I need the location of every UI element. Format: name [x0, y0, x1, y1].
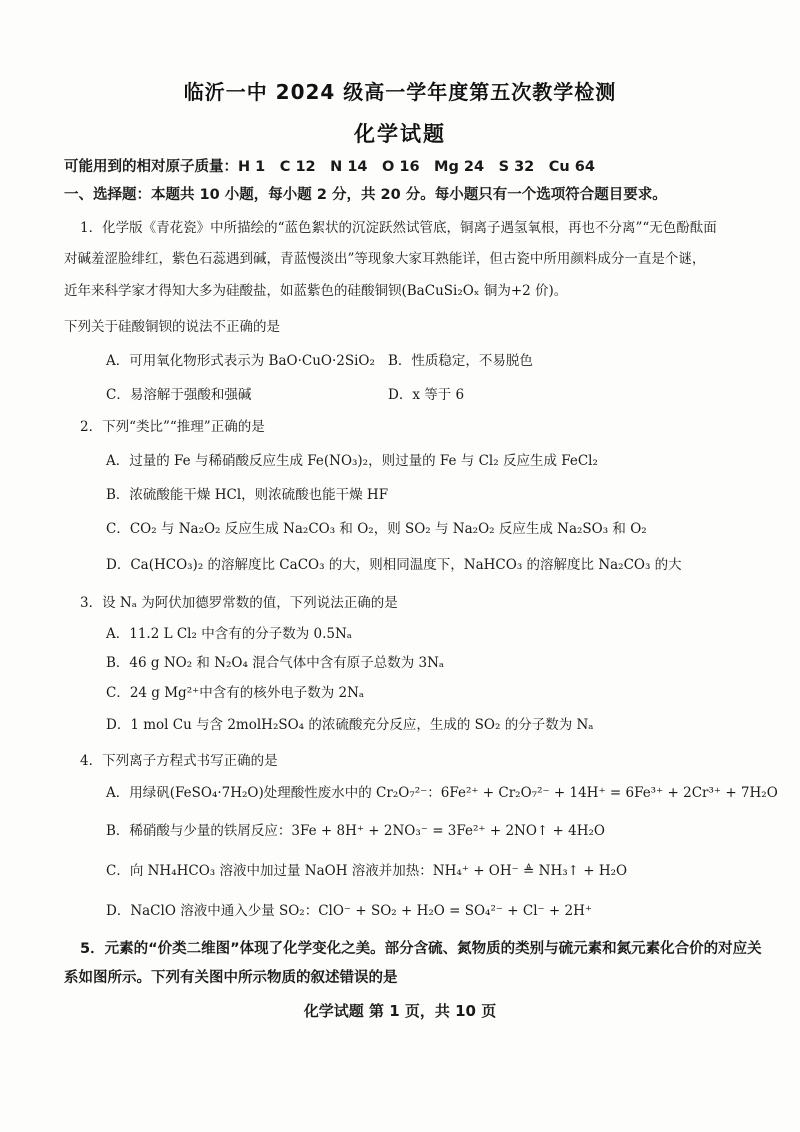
- q4-stem: 4．下列离子方程式书写正确的是: [80, 753, 278, 769]
- subject-title: 化学试题: [354, 122, 446, 146]
- q3-option-a: A．11.2 L Cl₂ 中含有的分子数为 0.5Nₐ: [106, 626, 352, 642]
- q3-option-b: B．46 g NO₂ 和 N₂O₄ 混合气体中含有原子总数为 3Nₐ: [106, 655, 445, 671]
- q5-text-line2: 系如图所示。下列有关图中所示物质的叙述错误的是: [64, 970, 398, 986]
- q4-option-c: C．向 NH₄HCO₃ 溶液中加过量 NaOH 溶液并加热：NH₄⁺ + OH⁻ ≜ NH₃↑ + H₂O: [106, 863, 628, 879]
- page-footer: 化学试题 第 1 页，共 10 页: [303, 1002, 497, 1020]
- q2-option-b: B．浓硫酸能干燥 HCl，则浓硫酸也能干燥 HF: [106, 487, 389, 503]
- q3-option-c: C．24 g Mg²⁺中含有的核外电子数为 2Nₐ: [106, 685, 365, 701]
- q1-option-c: C．易溶解于强酸和强碱: [106, 387, 252, 403]
- q4-option-b: B．稀硝酸与少量的铁屑反应：3Fe + 8H⁺ + 2NO₃⁻ = 3Fe²⁺ + 2NO↑ + 4H₂O: [106, 823, 605, 839]
- q1-option-d: D．x 等于 6: [388, 387, 465, 403]
- q1-text-line3: 近年来科学家才得知大多为硅酸盐，如蓝紫色的硅酸铜钡(BaCuSi₂Oₓ 铜为+2 价)。: [64, 283, 568, 299]
- q1-option-a: A．可用氧化物形式表示为 BaO·CuO·2SiO₂: [106, 353, 375, 369]
- exam-title: 临沂一中 2024 级高一学年度第五次教学检测: [183, 80, 617, 104]
- q1-text-line1: 1．化学版《青花瓷》中所描绘的“蓝色絮状的沉淀跃然试管底，铜离子遇氢氧根，再也不分离”“无色酚酞面: [80, 220, 717, 236]
- q2-option-d: D．Ca(HCO₃)₂ 的溶解度比 CaCO₃ 的大，则相同温度下，NaHCO₃ 的溶解度比 Na₂CO₃ 的大: [106, 557, 682, 573]
- q2-option-c: C．CO₂ 与 Na₂O₂ 反应生成 Na₂CO₃ 和 O₂，则 SO₂ 与 Na₂O₂ 反应生成 Na₂SO₃ 和 O₂: [106, 521, 647, 537]
- q3-option-d: D．1 mol Cu 与含 2molH₂SO₄ 的浓硫酸充分反应，生成的 SO₂ 的分子数为 Nₐ: [106, 717, 594, 733]
- q1-option-b: B．性质稳定，不易脱色: [388, 353, 533, 369]
- q1-stem: 下列关于硅酸铜钡的说法不正确的是: [64, 319, 280, 335]
- q2-option-a: A．过量的 Fe 与稀硝酸反应生成 Fe(NO₃)₂，则过量的 Fe 与 Cl₂ 反应生成 FeCl₂: [106, 453, 598, 469]
- q5-text-line1: 5．元素的“价类二维图”体现了化学变化之美。部分含硫、氮物质的类别与硫元素和氮元素化合价的对应关: [80, 941, 762, 957]
- section-heading: 一、选择题：本题共 10 小题，每小题 2 分，共 20 分。每小题只有一个选项符合题目要求。: [64, 187, 667, 203]
- q4-option-d: D．NaClO 溶液中通入少量 SO₂：ClO⁻ + SO₂ + H₂O = SO₄²⁻ + Cl⁻ + 2H⁺: [106, 903, 593, 919]
- q3-stem: 3．设 Nₐ 为阿伏加德罗常数的值，下列说法正确的是: [80, 595, 398, 611]
- atomic-masses: 可能用到的相对原子质量：H 1 C 12 N 14 O 16 Mg 24 S 32 Cu 64: [64, 159, 595, 175]
- q4-option-a: A．用绿矾(FeSO₄·7H₂O)处理酸性废水中的 Cr₂O₇²⁻：6Fe²⁺ + Cr₂O₇²⁻ + 14H⁺ = 6Fe³⁺ + 2Cr³⁺ + 7H₂O: [106, 785, 778, 801]
- q2-stem: 2．下列“类比”“推理”正确的是: [80, 419, 265, 435]
- q1-text-line2: 对碱羞涩脸绯红，紫色石蕊遇到碱，青蓝慢淡出”等现象大家耳熟能详，但古瓷中所用颜料成分一直是个谜，: [64, 251, 706, 267]
